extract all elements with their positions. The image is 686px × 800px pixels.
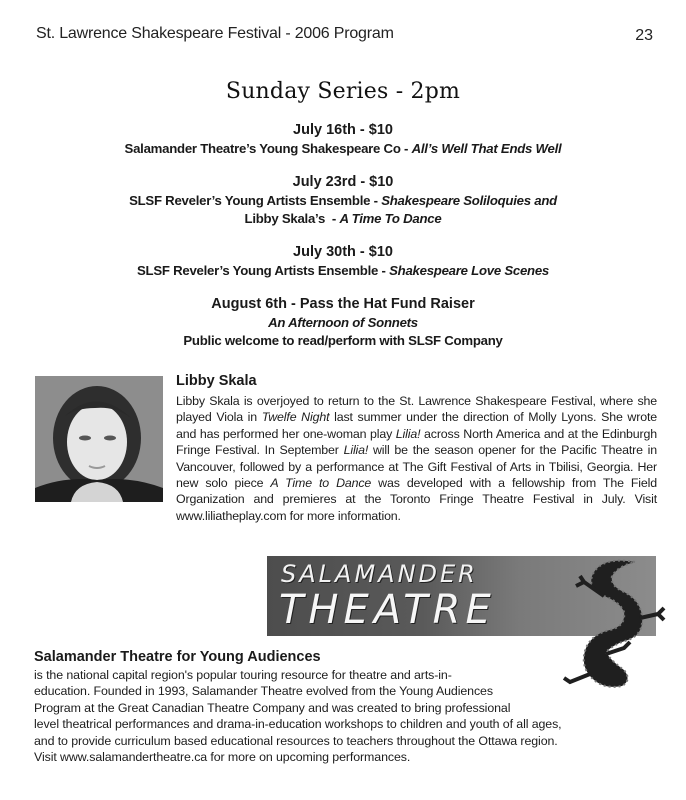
event-date: August 6th - Pass the Hat Fund Raiser bbox=[211, 296, 475, 312]
portrait-photo bbox=[35, 376, 163, 502]
event-july-23 bbox=[0, 172, 686, 228]
running-header-title: St. Lawrence Shakespeare Festival - 2006 Program bbox=[36, 25, 394, 42]
bio-text-run: Libby Skala is overjoyed to return to the St. Lawrence Shakespeare Festival, where she played Viola in bbox=[176, 394, 657, 425]
event-date: July 16th - $10 bbox=[293, 122, 393, 138]
logo-text-salamander: SALAMANDER bbox=[281, 560, 478, 588]
event-show-title: Shakespeare Soliloquies and bbox=[381, 193, 557, 208]
event-july-30 bbox=[0, 242, 686, 280]
bio-title-italic: Twelfe Night bbox=[261, 410, 330, 425]
bio-text-run: was developed with a fellowship from The Field Organization and premieres at the Toronto Fringe Theatre Festival in July. Visit www.liliatheplay.com for more information. bbox=[176, 476, 657, 523]
event-company: Libby Skala’s - bbox=[244, 211, 340, 226]
description-line: Visit www.salamandertheatre.ca for more on upcoming performances. bbox=[34, 750, 411, 765]
page-number: 23 bbox=[635, 27, 653, 44]
bio-title-italic: Lilia! bbox=[395, 426, 421, 441]
portrait-illustration bbox=[35, 376, 163, 502]
organization-description bbox=[34, 667, 654, 765]
event-show-title: Shakespeare Love Scenes bbox=[389, 263, 550, 278]
bio-text bbox=[176, 393, 657, 524]
bio-name: Libby Skala bbox=[176, 373, 257, 389]
bio-title-italic: Lilia! bbox=[343, 443, 369, 458]
bio-text-run: will be the season opener for the Pacific Theatre in Vancouver, followed by a performance at The Gift Festival of Arts in Tbilisi, Georgia. Her new solo piece bbox=[176, 443, 658, 491]
logo-text-theatre: THEATRE bbox=[279, 587, 496, 633]
event-show-title: All’s Well That Ends Well bbox=[411, 141, 562, 156]
organization-name: Salamander Theatre for Young Audiences bbox=[34, 649, 321, 665]
description-line: and to provide curriculum based educational resources to teachers throughout the Ottawa region. bbox=[34, 733, 558, 748]
series-title: Sunday Series - 2pm bbox=[225, 79, 461, 104]
event-july-16 bbox=[0, 120, 686, 158]
event-company: Salamander Theatre’s Young Shakespeare Co - bbox=[124, 141, 412, 156]
event-date: July 23rd - $10 bbox=[292, 174, 394, 190]
description-line: is the national capital region's popular touring resource for theatre and arts-in- bbox=[34, 668, 452, 682]
schedule bbox=[0, 120, 686, 364]
event-date: July 30th - $10 bbox=[293, 244, 393, 260]
event-description-2 bbox=[0, 210, 686, 228]
bio-text-run: last summer under the direction of Molly Lyons. She wrote and has performed her one-woman play bbox=[176, 410, 657, 441]
event-description bbox=[0, 140, 686, 158]
bio-title-italic: A Time to Dance bbox=[270, 476, 372, 491]
event-company: SLSF Reveler’s Young Artists Ensemble - bbox=[136, 263, 390, 278]
description-line: education. Founded in 1993, Salamander Theatre evolved from the Young Audiences bbox=[34, 684, 493, 699]
event-august-6 bbox=[0, 294, 686, 350]
event-show-title: A Time To Dance bbox=[339, 211, 442, 226]
bio-text-run: across North America and at the Edinburgh Fringe Festival. In September bbox=[176, 426, 658, 458]
event-description bbox=[0, 192, 686, 210]
event-description bbox=[0, 262, 686, 280]
description-line: level theatrical performances and drama-in-education workshops to children and youth of all ages, bbox=[34, 717, 562, 732]
description-line: Program at the Great Canadian Theatre Company and was created to bring professional bbox=[34, 700, 511, 715]
event-subtitle: An Afternoon of Sonnets bbox=[268, 315, 418, 330]
event-note: Public welcome to read/perform with SLSF Company bbox=[183, 333, 503, 348]
event-company: SLSF Reveler’s Young Artists Ensemble - bbox=[129, 193, 382, 208]
